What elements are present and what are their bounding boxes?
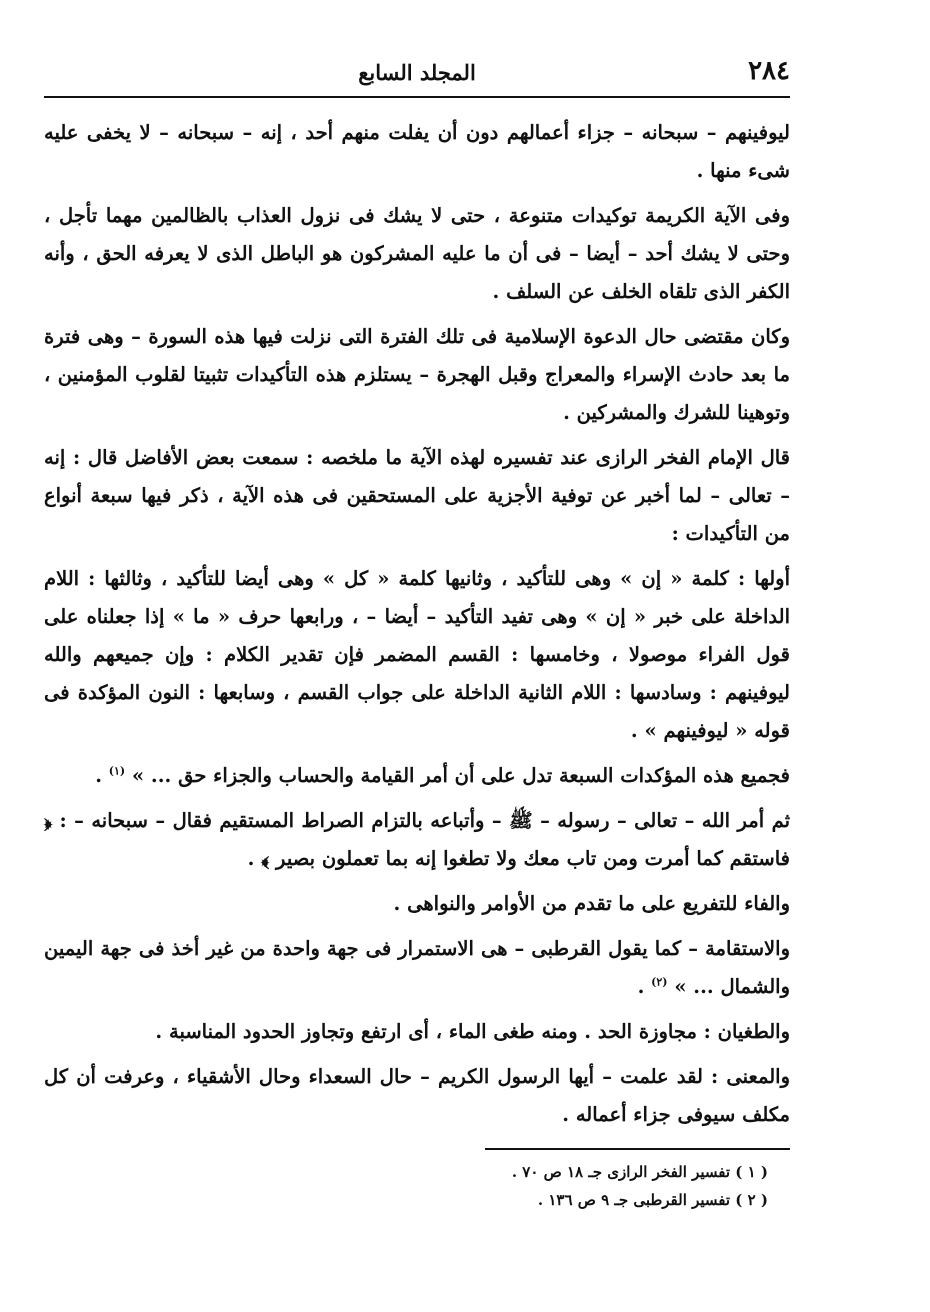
footnote-1: ( ١ ) تفسير الفخر الرازى جـ ١٨ ص ٧٠ .	[511, 1163, 768, 1181]
paragraph-3: وكان مقتضى حال الدعوة الإسلامية فى تلك الفترة التى نزلت فيها هذه السورة – وهى فترة ما بعد حادث الإسراء والمعراج وقبل الهجرة – يستلزم هذه التأكيدات تثبيتا لقلوب المؤمنين ، وتوهينا للشرك والمشركين .	[44, 325, 790, 424]
paragraph-9: والاستقامة – كما يقول القرطبى – هى الاستمرار فى جهة واحدة من غير أخذ فى جهة اليمين والشمال ... » $^{(٢)}$ .	[44, 937, 790, 998]
paragraph-6: فجميع هذه المؤكدات السبعة تدل على أن أمر القيامة والحساب والجزاء حق ... » $^{(١)}$ .	[95, 764, 790, 787]
paragraph-10: والطغيان : مجاوزة الحد . ومنه طغى الماء ، أى ارتفع وتجاوز الحدود المناسبة .	[155, 1020, 790, 1043]
footnote-2: ( ٢ ) تفسير القرطبى جـ ٩ ص ١٣٦ .	[537, 1191, 768, 1209]
main-text	[44, 114, 790, 1141]
paragraph-8: والفاء للتفريع على ما تقدم من الأوامر والنواهى .	[393, 892, 790, 915]
paragraph-1: ليوفينهم – سبحانه – جزاء أعمالهم دون أن يفلت منهم أحد ، إنه – سبحانه – لا يخفى عليه شىء منها .	[44, 121, 790, 182]
footnotes	[44, 1158, 768, 1214]
running-title: المجلد السابع	[358, 60, 476, 85]
paragraph-7: ثم أمر الله – تعالى – رسوله – ﷺ – وأتباعه بالتزام الصراط المستقيم فقال – سبحانه – : ﴿ فاستقم كما أمرت ومن تاب معك ولا تطغوا إنه بما تعملون بصير ﴾ .	[44, 809, 790, 870]
page-number: ٢٨٤	[748, 56, 790, 86]
footnote-divider	[485, 1148, 790, 1150]
footnote-ref-1: (١)	[108, 764, 126, 778]
footnote-ref-2: (٢)	[651, 975, 668, 989]
paragraph-4: قال الإمام الفخر الرازى عند تفسيره لهذه الآية ما ملخصه : سمعت بعض الأفاضل قال : إنه – تعالى – لما أخبر عن توفية الأجزية على المستحقين فى هذه الآية ، ذكر فيها سبعة أنواع من التأكيدات :	[44, 446, 790, 545]
paragraph-2: وفى الآية الكريمة توكيدات متنوعة ، حتى لا يشك فى نزول العذاب بالظالمين مهما تأجل ، وحتى لا يشك أحد – أيضا – فى أن ما عليه المشركون هو الباطل الذى لا يعرفه الحق ، وأنه الكفر الذى تلقاه الخلف عن السلف .	[44, 204, 790, 303]
paragraph-9-text: والاستقامة – كما يقول القرطبى – هى الاستمرار فى جهة واحدة من غير أخذ فى جهة اليمين والشمال ... »	[44, 937, 790, 998]
paragraph-5: أولها : كلمة « إن » وهى للتأكيد ، وثانيها كلمة « كل » وهى أيضا للتأكيد ، وثالثها : اللام الداخلة على خبر « إن » وهى تفيد التأكيد – أيضا – ، ورابعها حرف « ما » إذا جعلناه على قول الفراء موصولا ، وخامسها : القسم المضمر فإن تقدير الكلام : وإن جميعهم والله ليوفينهم : وسادسها : اللام الثانية الداخلة على جواب القسم ، وسابعها : النون المؤكدة فى قوله « ليوفينهم » .	[44, 567, 790, 742]
paragraph-6-text: فجميع هذه المؤكدات السبعة تدل على أن أمر القيامة والحساب والجزاء حق ... »	[131, 764, 790, 787]
header-divider	[44, 96, 790, 98]
paragraph-11: والمعنى : لقد علمت – أيها الرسول الكريم – حال السعداء وحال الأشقياء ، وعرفت أن كل مكلف سيوفى جزاء أعماله .	[44, 1065, 790, 1126]
page-header	[44, 54, 790, 94]
